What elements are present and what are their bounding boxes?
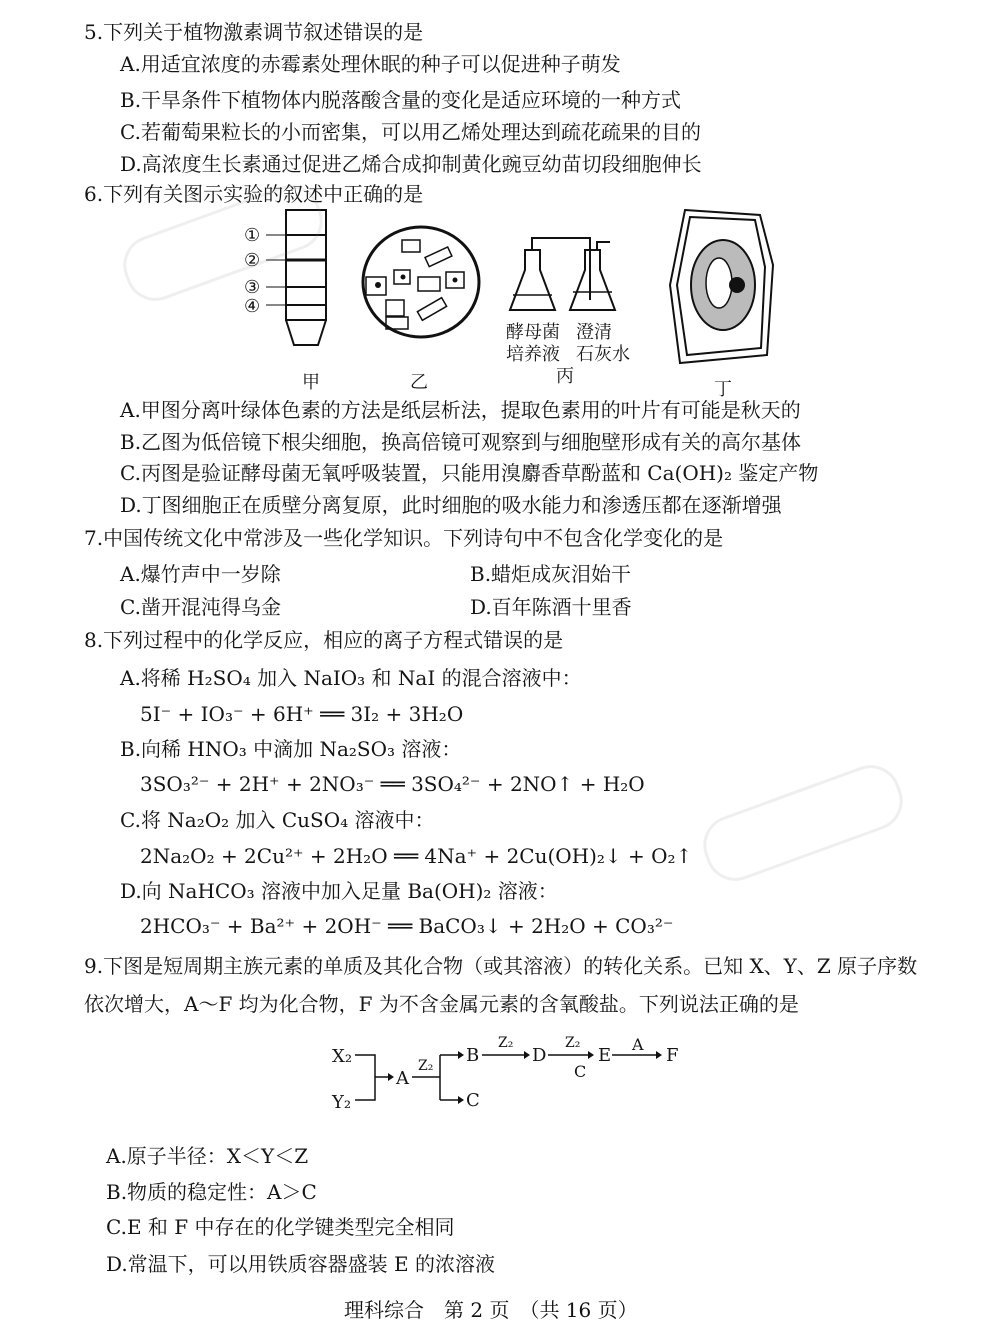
q5-option-b: B.干旱条件下植物体内脱落酸含量的变化是适应环境的一种方式	[120, 88, 682, 112]
q8-option-d-equation: 2HCO₃⁻ + Ba²⁺ + 2OH⁻ ══ BaCO₃↓ + 2H₂O + CO₃²⁻	[140, 914, 674, 938]
q6-stem: 6.下列有关图示实验的叙述中正确的是	[84, 182, 424, 206]
flask2-label-line1: 澄清	[576, 322, 612, 343]
q9-stem-line2: 依次增大，A～F 均为化合物，F 为不含金属元素的含氧酸盐。下列说法正确的是	[84, 992, 799, 1016]
diagram-c1: C	[466, 1090, 480, 1111]
q9-option-b: B.物质的稳定性：A＞C	[106, 1180, 317, 1204]
flask2-label-line2: 石灰水	[576, 344, 630, 365]
diagram-c2: C	[574, 1062, 587, 1081]
diagram-a2: A	[632, 1035, 644, 1054]
q8-option-b-equation: 3SO₃²⁻ + 2H⁺ + 2NO₃⁻ ══ 3SO₄²⁻ + 2NO↑ + H₂O	[140, 772, 645, 796]
q8-option-c-equation: 2Na₂O₂ + 2Cu²⁺ + 2H₂O ══ 4Na⁺ + 2Cu(OH)₂↓ + O₂↑	[140, 844, 693, 868]
q5-stem: 5.下列关于植物激素调节叙述错误的是	[84, 20, 424, 44]
q7-stem: 7.中国传统文化中常涉及一些化学知识。下列诗句中不包含化学变化的是	[84, 526, 724, 550]
band-label-1: ①	[244, 225, 261, 246]
q9-option-d: D.常温下，可以用铁质容器盛装 E 的浓溶液	[106, 1252, 495, 1276]
flask1-label-line1: 酵母菌	[506, 322, 560, 343]
q6-option-d: D.丁图细胞正在质壁分离复原，此时细胞的吸水能力和渗透压都在逐渐增强	[120, 493, 782, 517]
band-label-3: ③	[244, 277, 261, 298]
q7-option-a: A.爆竹声中一岁除	[120, 562, 281, 586]
diagram-z2-2: Z₂	[498, 1035, 514, 1051]
diagram-f: F	[666, 1045, 679, 1066]
q8-option-a-equation: 5I⁻ + IO₃⁻ + 6H⁺ ══ 3I₂ + 3H₂O	[140, 702, 464, 726]
q5-option-d: D.高浓度生长素通过促进乙烯合成抑制黄化豌豆幼苗切段细胞伸长	[120, 152, 702, 176]
q9-option-c: C.E 和 F 中存在的化学键类型完全相同	[106, 1215, 455, 1239]
q6-option-b: B.乙图为低倍镜下根尖细胞，换高倍镜可观察到与细胞壁形成有关的高尔基体	[120, 430, 802, 454]
diagram-z2-3: Z₂	[565, 1035, 581, 1051]
figure-yi-microscope	[356, 222, 486, 342]
diagram-x2: X₂	[332, 1046, 353, 1067]
q7-option-b: B.蜡炬成灰泪始干	[470, 562, 632, 586]
flask1-label-line2: 培养液	[506, 344, 560, 365]
caption-ding: 丁	[714, 379, 732, 400]
q8-option-a-label: A.将稀 H₂SO₄ 加入 NaIO₃ 和 NaI 的混合溶液中：	[120, 666, 582, 690]
q9-option-a: A.原子半径：X＜Y＜Z	[106, 1144, 309, 1168]
page-footer: 理科综合 第 2 页 （共 16 页）	[344, 1298, 638, 1322]
diagram-y2: Y₂	[332, 1092, 352, 1113]
diagram-b: B	[466, 1045, 480, 1066]
q6-option-c: C.丙图是验证酵母菌无氧呼吸装置，只能用溴麝香草酚蓝和 Ca(OH)₂ 鉴定产物	[120, 461, 819, 485]
caption-bing: 丙	[556, 366, 574, 387]
diagram-a: A	[396, 1068, 409, 1089]
band-label-2: ②	[244, 250, 261, 271]
q7-option-d: D.百年陈酒十里香	[470, 595, 632, 619]
band-label-4: ④	[244, 296, 261, 317]
q5-option-a: A.用适宜浓度的赤霉素处理休眠的种子可以促进种子萌发	[120, 52, 621, 76]
q6-option-a: A.甲图分离叶绿体色素的方法是纸层析法，提取色素用的叶片有可能是秋天的	[120, 398, 801, 422]
watermark-mark-2	[695, 757, 911, 889]
diagram-e: E	[598, 1045, 612, 1066]
q8-option-c-label: C.将 Na₂O₂ 加入 CuSO₄ 溶液中：	[120, 808, 435, 832]
figure-bing-flasks	[505, 230, 625, 320]
figure-ding-cell	[665, 205, 775, 370]
q5-option-c: C.若葡萄果粒长的小而密集，可以用乙烯处理达到疏花疏果的目的	[120, 120, 701, 144]
q8-option-b-label: B.向稀 HNO₃ 中滴加 Na₂SO₃ 溶液：	[120, 737, 462, 761]
diagram-z2-1: Z₂	[418, 1058, 434, 1074]
diagram-d: D	[532, 1045, 547, 1066]
q9-stem-line1: 9.下图是短周期主族元素的单质及其化合物（或其溶液）的转化关系。已知 X、Y、Z 原子序数	[84, 954, 918, 978]
q7-option-c: C.凿开混沌得乌金	[120, 595, 281, 619]
caption-yi: 乙	[410, 372, 428, 393]
q8-option-d-label: D.向 NaHCO₃ 溶液中加入足量 Ba(OH)₂ 溶液：	[120, 879, 558, 903]
caption-jia: 甲	[302, 372, 320, 393]
q8-stem: 8.下列过程中的化学反应，相应的离子方程式错误的是	[84, 628, 564, 652]
